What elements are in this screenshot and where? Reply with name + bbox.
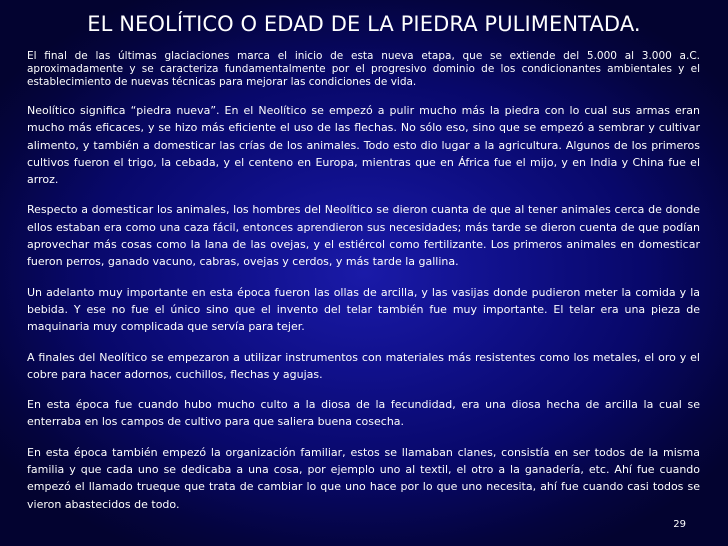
paragraph-meaning: Neolítico significa “piedra nueva”. En el Neolítico se empezó a pulir mucho más la piedra con lo cual sus armas eran mucho más eficaces, y se hizo más eficiente el uso de las flechas. No sólo eso, sino que se empezó a sembrar y cultivar alimento, y también a domesticar las crías de los animales. Todo esto dio lugar a la agricultura. Algunos de los primeros cultivos fueron el trigo, la cebada, y el centeno en Europa, mientras que en África fue el mijo, y en India y China fue el arroz. (27, 104, 700, 187)
paragraph-pottery: Un adelanto muy importante en esta época fueron las ollas de arcilla, y las vasijas donde pudieron meter la comida y la bebida. Y ese no fue el único sino que el invento del telar también fue muy importante. El telar era una pieza de maquinaria muy complicada que servía para tejer. (27, 285, 700, 334)
paragraph-metals: A finales del Neolítico se empezaron a utilizar instrumentos con materiales más resistentes como los metales, el oro y el cobre para hacer adornos, cuchillos, flechas y agujas. (27, 350, 700, 381)
slide-title: EL NEOLÍTICO O EDAD DE LA PIEDRA PULIMENTADA. (87, 12, 641, 36)
paragraph-intro: El final de las últimas glaciaciones marca el inicio de esta nueva etapa, que se extiende del 5.000 al 3.000 a.C. aproximadamente y se caracteriza fundamentalmente por el progresivo dominio de los condicionantes ambientales y el establecimiento de nuevas técnicas para mejorar las condiciones de vida. (27, 50, 700, 88)
paragraph-fertility-goddess: En esta época fue cuando hubo mucho culto a la diosa de la fecundidad, era una diosa hecha de arcilla la cual se enterraba en los campos de cultivo para que saliera buena cosecha. (27, 398, 700, 429)
paragraph-family-organization: En esta época también empezó la organización familiar, estos se llamaban clanes, consistía en ser todos de la misma familia y que cada uno se dedicaba a una cosa, por ejemplo uno al textil, el otro a la ganadería, etc. Ahí fue cuando empezó el llamado trueque que trata de cambiar lo que uno hace por lo que uno necesita, ahí fue cuando casi todos se vieron abastecidos de todo. (27, 445, 700, 511)
page-number: 29 (673, 519, 686, 530)
slide-body (27, 50, 700, 526)
paragraph-domestication: Respecto a domesticar los animales, los hombres del Neolítico se dieron cuanta de que al tener animales cerca de donde ellos estaban era como una caza fácil, entonces aprendieron sus necesidades; más tarde se dieron cuenta de que podían aprovechar más cosas como la lana de las ovejas, y el estiércol como fertilizante. Los primeros animales en domesticar fueron perros, ganado vacuno, cabras, ovejas y cerdos, y más tarde la gallina. (27, 203, 700, 269)
